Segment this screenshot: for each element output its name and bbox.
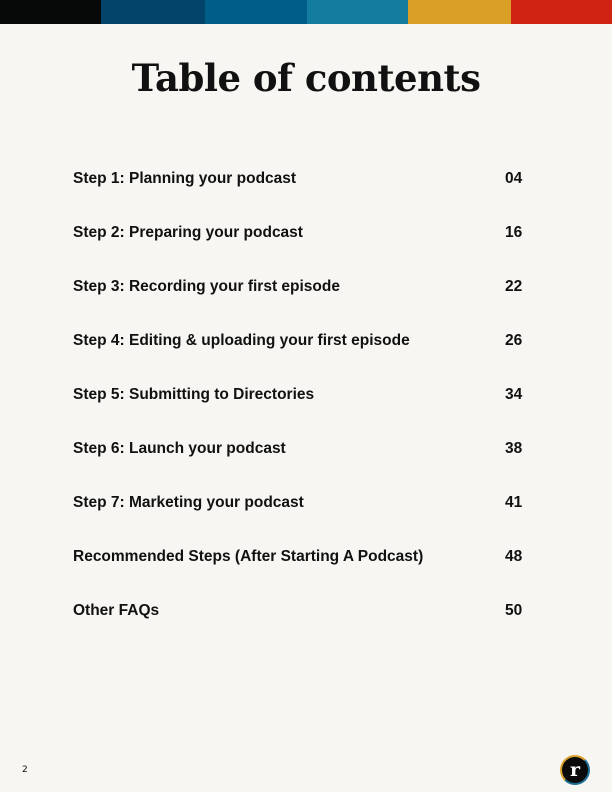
toc-entry-page: 41: [505, 494, 523, 511]
page-number: 2: [22, 765, 28, 775]
toc-entry[interactable]: [73, 278, 525, 332]
toc-entry-page: 22: [505, 278, 523, 295]
toc-entry[interactable]: [73, 602, 525, 656]
toc-entry-label: Recommended Steps (After Starting A Podcast): [73, 548, 424, 565]
toc-entry[interactable]: [73, 386, 525, 440]
toc-entry[interactable]: [73, 332, 525, 386]
toc-entry[interactable]: [73, 494, 525, 548]
toc-entry-label: Step 4: Editing & uploading your first episode: [73, 332, 410, 349]
color-band: [0, 0, 612, 24]
toc-list: [73, 170, 525, 656]
toc-entry-page: 50: [505, 602, 523, 619]
toc-entry-page: 26: [505, 332, 523, 349]
toc-entry-label: Step 1: Planning your podcast: [73, 170, 297, 187]
toc-entry-page: 16: [505, 224, 523, 241]
toc-entry-page: 38: [505, 440, 523, 457]
toc-entry-page: 04: [505, 170, 523, 187]
toc-entry-page: 34: [505, 386, 523, 403]
color-band-segment: [511, 0, 612, 24]
toc-entry[interactable]: [73, 440, 525, 494]
page-title: Table of contents: [131, 56, 481, 100]
toc-entry-label: Other FAQs: [73, 602, 160, 619]
color-band-segment: [307, 0, 408, 24]
toc-entry-label: Step 6: Launch your podcast: [73, 440, 286, 457]
color-band-segment: [101, 0, 205, 24]
toc-entry-label: Step 7: Marketing your podcast: [73, 494, 304, 511]
toc-entry-label: Step 3: Recording your first episode: [73, 278, 340, 295]
brand-logo-icon: [560, 755, 590, 785]
logo-letter: r: [569, 758, 580, 781]
color-band-segment: [205, 0, 307, 24]
color-band-segment: [408, 0, 511, 24]
toc-entry-page: 48: [505, 548, 523, 565]
toc-entry-label: Step 2: Preparing your podcast: [73, 224, 303, 241]
toc-entry[interactable]: [73, 548, 525, 602]
color-band-segment: [0, 0, 101, 24]
toc-entry[interactable]: [73, 170, 525, 224]
toc-entry[interactable]: [73, 224, 525, 278]
toc-entry-label: Step 5: Submitting to Directories: [73, 386, 315, 403]
